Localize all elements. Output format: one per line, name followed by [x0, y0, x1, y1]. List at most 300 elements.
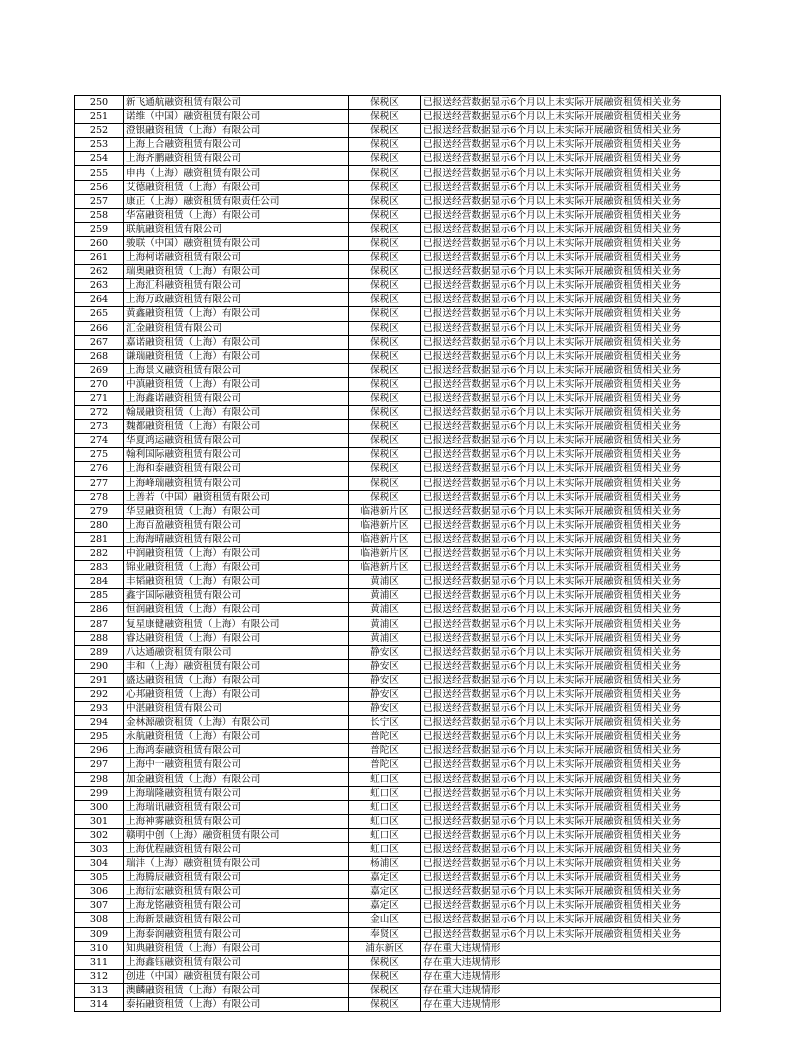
company-name-cell: 上善若（中国）融资租赁有限公司 [124, 490, 349, 504]
remark-cell: 已报送经营数据显示6个月以上未实际开展融资租赁相关业务 [421, 448, 721, 462]
district-cell: 保税区 [349, 406, 421, 420]
row-number-cell: 282 [75, 547, 124, 561]
row-number-cell: 254 [75, 152, 124, 166]
table-row [75, 730, 721, 744]
row-number-cell: 251 [75, 110, 124, 124]
company-name-cell: 八达通融资租赁有限公司 [124, 645, 349, 659]
table-row [75, 406, 721, 420]
row-number-cell: 309 [75, 927, 124, 941]
table-row [75, 96, 721, 110]
table-row [75, 279, 721, 293]
company-name-cell: 翰利国际融资租赁有限公司 [124, 448, 349, 462]
table-row [75, 645, 721, 659]
company-name-cell: 丰和（上海）融资租赁有限公司 [124, 659, 349, 673]
remark-cell: 已报送经营数据显示6个月以上未实际开展融资租赁相关业务 [421, 828, 721, 842]
district-cell: 嘉定区 [349, 871, 421, 885]
row-number-cell: 271 [75, 391, 124, 405]
row-number-cell: 291 [75, 673, 124, 687]
table-row [75, 814, 721, 828]
row-number-cell: 306 [75, 885, 124, 899]
company-name-cell: 瑞沣（上海）融资租赁有限公司 [124, 857, 349, 871]
district-cell: 临港新片区 [349, 547, 421, 561]
row-number-cell: 267 [75, 335, 124, 349]
row-number-cell: 292 [75, 687, 124, 701]
company-name-cell: 上海齐鹏融资租赁有限公司 [124, 152, 349, 166]
remark-cell: 已报送经营数据显示6个月以上未实际开展融资租赁相关业务 [421, 687, 721, 701]
row-number-cell: 305 [75, 871, 124, 885]
table-row [75, 885, 721, 899]
table-row [75, 744, 721, 758]
table-row [75, 716, 721, 730]
row-number-cell: 272 [75, 406, 124, 420]
row-number-cell: 268 [75, 349, 124, 363]
table-row [75, 420, 721, 434]
company-name-cell: 骏联（中国）融资租赁有限公司 [124, 236, 349, 250]
remark-cell: 已报送经营数据显示6个月以上未实际开展融资租赁相关业务 [421, 589, 721, 603]
row-number-cell: 265 [75, 307, 124, 321]
remark-cell: 已报送经营数据显示6个月以上未实际开展融资租赁相关业务 [421, 434, 721, 448]
company-name-cell: 上海新景融资租赁有限公司 [124, 913, 349, 927]
table-row [75, 547, 721, 561]
district-cell: 奉贤区 [349, 927, 421, 941]
remark-cell: 已报送经营数据显示6个月以上未实际开展融资租赁相关业务 [421, 236, 721, 250]
district-cell: 保税区 [349, 983, 421, 997]
district-cell: 虹口区 [349, 828, 421, 842]
row-number-cell: 295 [75, 730, 124, 744]
company-name-cell: 赣明中创（上海）融资租赁有限公司 [124, 828, 349, 842]
remark-cell: 存在重大违规情形 [421, 941, 721, 955]
table-row [75, 800, 721, 814]
district-cell: 虹口区 [349, 800, 421, 814]
table-row [75, 913, 721, 927]
table-row [75, 899, 721, 913]
remark-cell: 已报送经营数据显示6个月以上未实际开展融资租赁相关业务 [421, 349, 721, 363]
district-cell: 临港新片区 [349, 561, 421, 575]
district-cell: 嘉定区 [349, 899, 421, 913]
row-number-cell: 258 [75, 208, 124, 222]
remark-cell: 已报送经营数据显示6个月以上未实际开展融资租赁相关业务 [421, 702, 721, 716]
row-number-cell: 275 [75, 448, 124, 462]
company-name-cell: 澄银融资租赁（上海）有限公司 [124, 124, 349, 138]
company-name-cell: 知典融资租赁（上海）有限公司 [124, 941, 349, 955]
district-cell: 保税区 [349, 110, 421, 124]
row-number-cell: 273 [75, 420, 124, 434]
row-number-cell: 264 [75, 293, 124, 307]
remark-cell: 存在重大违规情形 [421, 969, 721, 983]
table-row [75, 166, 721, 180]
remark-cell: 存在重大违规情形 [421, 955, 721, 969]
district-cell: 保税区 [349, 998, 421, 1012]
district-cell: 金山区 [349, 913, 421, 927]
company-name-cell: 澳麟融资租赁（上海）有限公司 [124, 983, 349, 997]
row-number-cell: 303 [75, 842, 124, 856]
company-name-cell: 中润融资租赁（上海）有限公司 [124, 547, 349, 561]
district-cell: 保税区 [349, 490, 421, 504]
table-row [75, 138, 721, 152]
remark-cell: 已报送经营数据显示6个月以上未实际开展融资租赁相关业务 [421, 307, 721, 321]
company-name-cell: 上海柯诺融资租赁有限公司 [124, 251, 349, 265]
company-name-cell: 谦瑞融资租赁（上海）有限公司 [124, 349, 349, 363]
table-row [75, 110, 721, 124]
company-name-cell: 上海瑞隆融资租赁有限公司 [124, 786, 349, 800]
table-row [75, 857, 721, 871]
table-row [75, 983, 721, 997]
remark-cell: 已报送经营数据显示6个月以上未实际开展融资租赁相关业务 [421, 462, 721, 476]
district-cell: 保税区 [349, 335, 421, 349]
company-name-cell: 上海中一融资租赁有限公司 [124, 758, 349, 772]
row-number-cell: 255 [75, 166, 124, 180]
table-row [75, 561, 721, 575]
table-row [75, 758, 721, 772]
district-cell: 保税区 [349, 434, 421, 448]
row-number-cell: 262 [75, 265, 124, 279]
table-row [75, 251, 721, 265]
district-cell: 普陀区 [349, 758, 421, 772]
company-name-cell: 上海鸿泰融资租赁有限公司 [124, 744, 349, 758]
row-number-cell: 283 [75, 561, 124, 575]
row-number-cell: 281 [75, 532, 124, 546]
company-name-cell: 上海鑫诺融资租赁有限公司 [124, 391, 349, 405]
row-number-cell: 298 [75, 772, 124, 786]
row-number-cell: 307 [75, 899, 124, 913]
remark-cell: 已报送经营数据显示6个月以上未实际开展融资租赁相关业务 [421, 321, 721, 335]
remark-cell: 已报送经营数据显示6个月以上未实际开展融资租赁相关业务 [421, 617, 721, 631]
table-row [75, 772, 721, 786]
table-row [75, 391, 721, 405]
district-cell: 虹口区 [349, 772, 421, 786]
row-number-cell: 297 [75, 758, 124, 772]
remark-cell: 已报送经营数据显示6个月以上未实际开展融资租赁相关业务 [421, 758, 721, 772]
row-number-cell: 314 [75, 998, 124, 1012]
district-cell: 静安区 [349, 673, 421, 687]
table-row [75, 307, 721, 321]
company-name-cell: 金林源融资租赁（上海）有限公司 [124, 716, 349, 730]
company-name-cell: 魏都融资租赁（上海）有限公司 [124, 420, 349, 434]
district-cell: 保税区 [349, 321, 421, 335]
district-cell: 保税区 [349, 236, 421, 250]
district-cell: 临港新片区 [349, 518, 421, 532]
remark-cell: 已报送经营数据显示6个月以上未实际开展融资租赁相关业务 [421, 673, 721, 687]
company-name-cell: 上海和泰融资租赁有限公司 [124, 462, 349, 476]
remark-cell: 已报送经营数据显示6个月以上未实际开展融资租赁相关业务 [421, 772, 721, 786]
remark-cell: 已报送经营数据显示6个月以上未实际开展融资租赁相关业务 [421, 744, 721, 758]
table-row [75, 575, 721, 589]
district-cell: 保税区 [349, 349, 421, 363]
district-cell: 保税区 [349, 194, 421, 208]
district-cell: 黄浦区 [349, 617, 421, 631]
company-name-cell: 上海汇科融资租赁有限公司 [124, 279, 349, 293]
row-number-cell: 296 [75, 744, 124, 758]
table-row [75, 194, 721, 208]
row-number-cell: 277 [75, 476, 124, 490]
company-name-cell: 联航融资租赁有限公司 [124, 222, 349, 236]
row-number-cell: 279 [75, 504, 124, 518]
district-cell: 保税区 [349, 166, 421, 180]
company-name-cell: 华富融资租赁（上海）有限公司 [124, 208, 349, 222]
district-cell: 保税区 [349, 251, 421, 265]
district-cell: 长宁区 [349, 716, 421, 730]
remark-cell: 已报送经营数据显示6个月以上未实际开展融资租赁相关业务 [421, 885, 721, 899]
row-number-cell: 293 [75, 702, 124, 716]
district-cell: 保税区 [349, 391, 421, 405]
district-cell: 保税区 [349, 363, 421, 377]
table-row [75, 673, 721, 687]
row-number-cell: 308 [75, 913, 124, 927]
remark-cell: 已报送经营数据显示6个月以上未实际开展融资租赁相关业务 [421, 420, 721, 434]
row-number-cell: 310 [75, 941, 124, 955]
table-row [75, 363, 721, 377]
company-name-cell: 中湛融资租赁有限公司 [124, 702, 349, 716]
table-row [75, 504, 721, 518]
company-name-cell: 上海腾辰融资租赁有限公司 [124, 871, 349, 885]
row-number-cell: 312 [75, 969, 124, 983]
row-number-cell: 263 [75, 279, 124, 293]
table-row [75, 462, 721, 476]
remark-cell: 已报送经营数据显示6个月以上未实际开展融资租赁相关业务 [421, 138, 721, 152]
company-name-cell: 华昱融资租赁（上海）有限公司 [124, 504, 349, 518]
table-row [75, 124, 721, 138]
district-cell: 黄浦区 [349, 603, 421, 617]
company-name-cell: 华夏鸿运融资租赁有限公司 [124, 434, 349, 448]
table-body [75, 96, 721, 1012]
district-cell: 静安区 [349, 687, 421, 701]
remark-cell: 已报送经营数据显示6个月以上未实际开展融资租赁相关业务 [421, 927, 721, 941]
company-name-cell: 申冉（上海）融资租赁有限公司 [124, 166, 349, 180]
district-cell: 黄浦区 [349, 589, 421, 603]
company-name-cell: 新飞通航融资租赁有限公司 [124, 96, 349, 110]
remark-cell: 已报送经营数据显示6个月以上未实际开展融资租赁相关业务 [421, 913, 721, 927]
row-number-cell: 294 [75, 716, 124, 730]
table-row [75, 434, 721, 448]
district-cell: 虹口区 [349, 842, 421, 856]
row-number-cell: 284 [75, 575, 124, 589]
remark-cell: 已报送经营数据显示6个月以上未实际开展融资租赁相关业务 [421, 603, 721, 617]
remark-cell: 已报送经营数据显示6个月以上未实际开展融资租赁相关业务 [421, 124, 721, 138]
company-name-cell: 汇金融资租赁有限公司 [124, 321, 349, 335]
row-number-cell: 278 [75, 490, 124, 504]
table-row [75, 222, 721, 236]
row-number-cell: 257 [75, 194, 124, 208]
district-cell: 保税区 [349, 476, 421, 490]
table-row [75, 828, 721, 842]
row-number-cell: 299 [75, 786, 124, 800]
company-name-cell: 睿达融资租赁（上海）有限公司 [124, 631, 349, 645]
company-list-sheet [74, 95, 720, 1012]
district-cell: 保税区 [349, 208, 421, 222]
remark-cell: 已报送经营数据显示6个月以上未实际开展融资租赁相关业务 [421, 871, 721, 885]
row-number-cell: 276 [75, 462, 124, 476]
district-cell: 保税区 [349, 124, 421, 138]
remark-cell: 已报送经营数据显示6个月以上未实际开展融资租赁相关业务 [421, 194, 721, 208]
remark-cell: 已报送经营数据显示6个月以上未实际开展融资租赁相关业务 [421, 208, 721, 222]
district-cell: 保税区 [349, 448, 421, 462]
company-name-cell: 上海龙铭融资租赁有限公司 [124, 899, 349, 913]
row-number-cell: 288 [75, 631, 124, 645]
row-number-cell: 289 [75, 645, 124, 659]
company-name-cell: 黄鑫融资租赁（上海）有限公司 [124, 307, 349, 321]
row-number-cell: 302 [75, 828, 124, 842]
remark-cell: 已报送经营数据显示6个月以上未实际开展融资租赁相关业务 [421, 645, 721, 659]
district-cell: 静安区 [349, 645, 421, 659]
district-cell: 保税区 [349, 222, 421, 236]
district-cell: 保税区 [349, 377, 421, 391]
district-cell: 虹口区 [349, 786, 421, 800]
district-cell: 杨浦区 [349, 857, 421, 871]
company-name-cell: 上海万政融资租赁有限公司 [124, 293, 349, 307]
table-row [75, 208, 721, 222]
company-name-cell: 嘉诺融资租赁（上海）有限公司 [124, 335, 349, 349]
company-name-cell: 永航融资租赁（上海）有限公司 [124, 730, 349, 744]
row-number-cell: 286 [75, 603, 124, 617]
table-row [75, 631, 721, 645]
remark-cell: 已报送经营数据显示6个月以上未实际开展融资租赁相关业务 [421, 363, 721, 377]
district-cell: 黄浦区 [349, 575, 421, 589]
remark-cell: 已报送经营数据显示6个月以上未实际开展融资租赁相关业务 [421, 251, 721, 265]
district-cell: 静安区 [349, 702, 421, 716]
company-name-cell: 复星康健融资租赁（上海）有限公司 [124, 617, 349, 631]
row-number-cell: 253 [75, 138, 124, 152]
remark-cell: 已报送经营数据显示6个月以上未实际开展融资租赁相关业务 [421, 377, 721, 391]
remark-cell: 已报送经营数据显示6个月以上未实际开展融资租赁相关业务 [421, 730, 721, 744]
company-name-cell: 上海上合融资租赁有限公司 [124, 138, 349, 152]
remark-cell: 已报送经营数据显示6个月以上未实际开展融资租赁相关业务 [421, 222, 721, 236]
table-row [75, 955, 721, 969]
district-cell: 保税区 [349, 265, 421, 279]
company-name-cell: 恒润融资租赁（上海）有限公司 [124, 603, 349, 617]
remark-cell: 已报送经营数据显示6个月以上未实际开展融资租赁相关业务 [421, 406, 721, 420]
company-name-cell: 上海海晴融资租赁有限公司 [124, 532, 349, 546]
remark-cell: 已报送经营数据显示6个月以上未实际开展融资租赁相关业务 [421, 561, 721, 575]
remark-cell: 已报送经营数据显示6个月以上未实际开展融资租赁相关业务 [421, 152, 721, 166]
remark-cell: 已报送经营数据显示6个月以上未实际开展融资租赁相关业务 [421, 814, 721, 828]
remark-cell: 存在重大违规情形 [421, 983, 721, 997]
district-cell: 静安区 [349, 659, 421, 673]
table-row [75, 871, 721, 885]
table-row [75, 687, 721, 701]
remark-cell: 已报送经营数据显示6个月以上未实际开展融资租赁相关业务 [421, 110, 721, 124]
remark-cell: 已报送经营数据显示6个月以上未实际开展融资租赁相关业务 [421, 716, 721, 730]
remark-cell: 已报送经营数据显示6个月以上未实际开展融资租赁相关业务 [421, 842, 721, 856]
remark-cell: 已报送经营数据显示6个月以上未实际开展融资租赁相关业务 [421, 631, 721, 645]
remark-cell: 已报送经营数据显示6个月以上未实际开展融资租赁相关业务 [421, 265, 721, 279]
remark-cell: 已报送经营数据显示6个月以上未实际开展融资租赁相关业务 [421, 96, 721, 110]
district-cell: 保税区 [349, 152, 421, 166]
company-name-cell: 上海鑫钰融资租赁有限公司 [124, 955, 349, 969]
remark-cell: 已报送经营数据显示6个月以上未实际开展融资租赁相关业务 [421, 575, 721, 589]
company-name-cell: 泰拓融资租赁（上海）有限公司 [124, 998, 349, 1012]
remark-cell: 已报送经营数据显示6个月以上未实际开展融资租赁相关业务 [421, 391, 721, 405]
row-number-cell: 256 [75, 180, 124, 194]
row-number-cell: 287 [75, 617, 124, 631]
district-cell: 保税区 [349, 138, 421, 152]
table-row [75, 927, 721, 941]
table-row [75, 941, 721, 955]
district-cell: 普陀区 [349, 744, 421, 758]
district-cell: 保税区 [349, 279, 421, 293]
remark-cell: 已报送经营数据显示6个月以上未实际开展融资租赁相关业务 [421, 166, 721, 180]
table-row [75, 518, 721, 532]
row-number-cell: 280 [75, 518, 124, 532]
company-name-cell: 瑞奥融资租赁（上海）有限公司 [124, 265, 349, 279]
table-row [75, 589, 721, 603]
company-name-cell: 上海景义融资租赁有限公司 [124, 363, 349, 377]
remark-cell: 已报送经营数据显示6个月以上未实际开展融资租赁相关业务 [421, 180, 721, 194]
row-number-cell: 266 [75, 321, 124, 335]
district-cell: 保税区 [349, 96, 421, 110]
table-row [75, 969, 721, 983]
district-cell: 保税区 [349, 293, 421, 307]
company-list-table [74, 95, 721, 1012]
company-name-cell: 上海百盈融资租赁有限公司 [124, 518, 349, 532]
district-cell: 保税区 [349, 969, 421, 983]
company-name-cell: 丰韬融资租赁（上海）有限公司 [124, 575, 349, 589]
row-number-cell: 260 [75, 236, 124, 250]
remark-cell: 已报送经营数据显示6个月以上未实际开展融资租赁相关业务 [421, 504, 721, 518]
table-row [75, 490, 721, 504]
table-row [75, 152, 721, 166]
row-number-cell: 313 [75, 983, 124, 997]
table-row [75, 842, 721, 856]
remark-cell: 已报送经营数据显示6个月以上未实际开展融资租赁相关业务 [421, 547, 721, 561]
district-cell: 黄浦区 [349, 631, 421, 645]
company-name-cell: 上海泰润融资租赁有限公司 [124, 927, 349, 941]
remark-cell: 已报送经营数据显示6个月以上未实际开展融资租赁相关业务 [421, 476, 721, 490]
district-cell: 保税区 [349, 420, 421, 434]
table-row [75, 321, 721, 335]
district-cell: 保税区 [349, 462, 421, 476]
table-row [75, 702, 721, 716]
remark-cell: 已报送经营数据显示6个月以上未实际开展融资租赁相关业务 [421, 335, 721, 349]
district-cell: 浦东新区 [349, 941, 421, 955]
row-number-cell: 285 [75, 589, 124, 603]
table-row [75, 659, 721, 673]
table-row [75, 265, 721, 279]
row-number-cell: 274 [75, 434, 124, 448]
table-row [75, 180, 721, 194]
company-name-cell: 康正（上海）融资租赁有限责任公司 [124, 194, 349, 208]
table-row [75, 236, 721, 250]
company-name-cell: 创进（中国）融资租赁有限公司 [124, 969, 349, 983]
company-name-cell: 中滇融资租赁（上海）有限公司 [124, 377, 349, 391]
table-row [75, 476, 721, 490]
row-number-cell: 259 [75, 222, 124, 236]
district-cell: 嘉定区 [349, 885, 421, 899]
remark-cell: 已报送经营数据显示6个月以上未实际开展融资租赁相关业务 [421, 293, 721, 307]
company-name-cell: 上海衍宏融资租赁有限公司 [124, 885, 349, 899]
row-number-cell: 304 [75, 857, 124, 871]
district-cell: 临港新片区 [349, 504, 421, 518]
row-number-cell: 300 [75, 800, 124, 814]
company-name-cell: 加金融资租赁（上海）有限公司 [124, 772, 349, 786]
table-row [75, 786, 721, 800]
table-row [75, 377, 721, 391]
company-name-cell: 翰晟融资租赁（上海）有限公司 [124, 406, 349, 420]
company-name-cell: 上海优程融资租赁有限公司 [124, 842, 349, 856]
district-cell: 临港新片区 [349, 532, 421, 546]
district-cell: 虹口区 [349, 814, 421, 828]
remark-cell: 已报送经营数据显示6个月以上未实际开展融资租赁相关业务 [421, 659, 721, 673]
company-name-cell: 盛达融资租赁（上海）有限公司 [124, 673, 349, 687]
remark-cell: 已报送经营数据显示6个月以上未实际开展融资租赁相关业务 [421, 800, 721, 814]
row-number-cell: 252 [75, 124, 124, 138]
row-number-cell: 269 [75, 363, 124, 377]
table-row [75, 617, 721, 631]
district-cell: 保税区 [349, 180, 421, 194]
row-number-cell: 261 [75, 251, 124, 265]
company-name-cell: 鑫宇国际融资租赁有限公司 [124, 589, 349, 603]
table-row [75, 349, 721, 363]
district-cell: 普陀区 [349, 730, 421, 744]
